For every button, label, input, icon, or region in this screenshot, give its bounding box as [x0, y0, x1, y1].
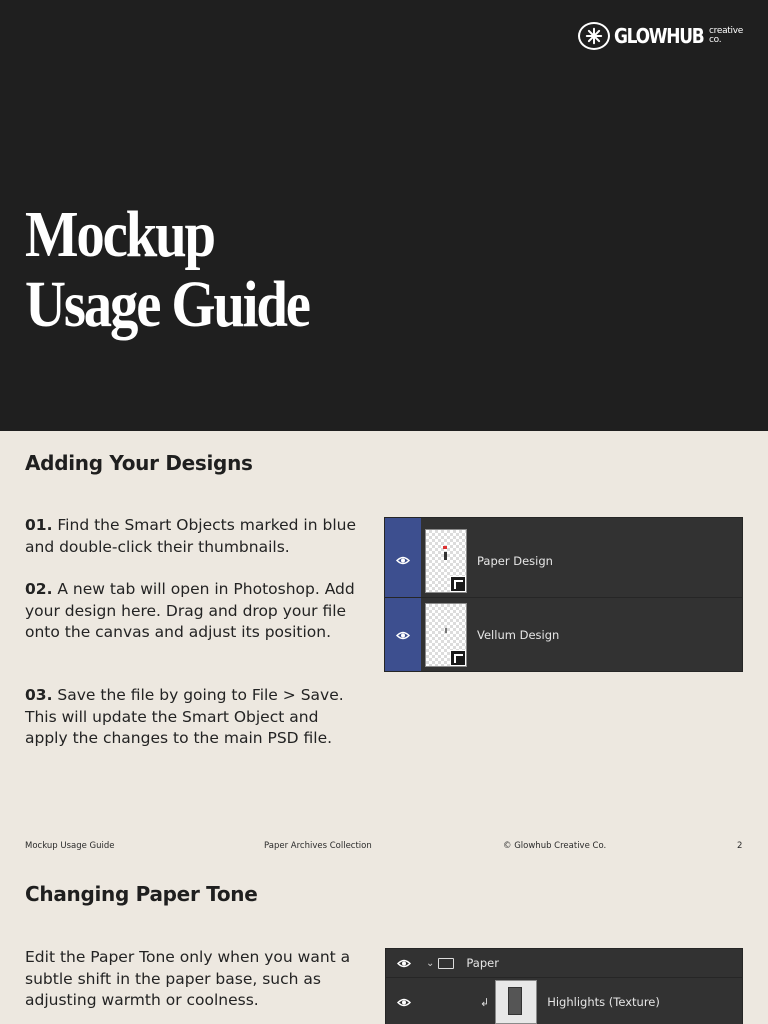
layers-panel-screenshot-2	[385, 948, 743, 1024]
step-number: 03.	[25, 686, 53, 704]
page-number: 2	[737, 841, 743, 851]
step-01	[25, 515, 365, 558]
layer-thumbnail	[425, 529, 467, 593]
layers-panel-screenshot	[384, 517, 743, 672]
step-text: Find the Smart Objects marked in blue and double-click their thumbnails.	[25, 516, 356, 556]
thumb-mark	[445, 628, 447, 633]
chevron-down-icon: ⌄	[426, 957, 435, 969]
step-text: A new tab will open in Photoshop. Add your design here. Drag and drop your file onto the canvas and adjust its position.	[25, 580, 355, 641]
footer-copyright: © Glowhub Creative Co.	[503, 841, 607, 851]
title-line-2: Usage Guide	[25, 268, 309, 341]
brand-name: GLOWHUB	[613, 24, 704, 48]
brand-logo	[578, 22, 743, 50]
eye-icon	[386, 979, 422, 1024]
layer-row	[385, 524, 742, 598]
footer-collection: Paper Archives Collection	[264, 841, 372, 851]
starburst-icon	[578, 22, 610, 50]
paper-tone-intro: Edit the Paper Tone only when you want a subtle shift in the paper base, such as adjusting warmth or coolness.	[25, 948, 351, 1009]
eye-icon	[385, 524, 421, 597]
smart-object-icon	[450, 576, 466, 592]
clip-arrow-icon: ↲	[480, 995, 490, 1009]
smart-object-icon	[450, 650, 466, 666]
eye-icon	[386, 949, 422, 977]
eye-icon	[385, 599, 421, 671]
brand-subline	[709, 27, 743, 45]
layer-row	[385, 599, 742, 671]
layer-thumbnail	[425, 603, 467, 667]
brand-sub-line2: co.	[709, 35, 722, 45]
step-03	[25, 685, 365, 750]
step-text: Save the file by going to File > Save. This will update the Smart Object and apply the changes to the main PSD file.	[25, 686, 344, 747]
folder-icon	[438, 958, 454, 969]
layer-row	[386, 979, 742, 1024]
footer-doc-title: Mockup Usage Guide	[25, 841, 115, 851]
step-number: 02.	[25, 580, 53, 598]
step-number: 01.	[25, 516, 53, 534]
layer-label: Paper Design	[477, 553, 553, 568]
thumb-mark	[508, 987, 522, 1015]
title-line-1: Mockup	[25, 198, 214, 271]
layer-thumbnail	[495, 980, 537, 1024]
thumb-mark	[444, 552, 447, 560]
layer-label: Vellum Design	[477, 628, 560, 642]
brand-sub-line1: creative	[709, 26, 743, 36]
layer-label: Highlights (Texture)	[547, 995, 660, 1009]
page-title	[25, 200, 309, 340]
section-heading-adding-designs: Adding Your Designs	[25, 451, 253, 475]
hero-banner	[0, 0, 768, 431]
layer-label: Paper	[466, 956, 499, 970]
section-heading-paper-tone: Changing Paper Tone	[25, 882, 258, 906]
thumb-mark	[443, 546, 447, 549]
step-02	[25, 579, 365, 644]
layer-row	[386, 949, 742, 978]
